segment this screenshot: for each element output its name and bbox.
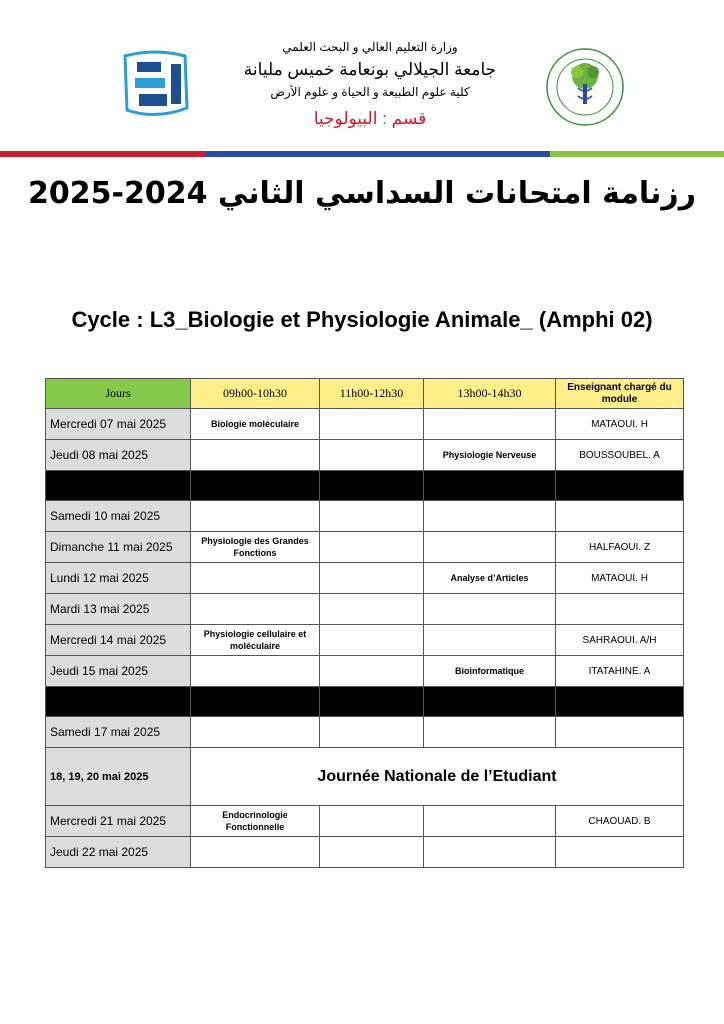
slot1-cell [191, 717, 320, 748]
faculty-logo [544, 46, 626, 128]
separator-row [46, 471, 684, 501]
slot2-cell [320, 625, 424, 656]
table-row [46, 594, 684, 625]
table-row [46, 440, 684, 471]
header-slot3: 13h00-14h30 [424, 379, 556, 409]
slot2-cell [320, 717, 424, 748]
day-cell: Jeudi 22 mai 2025 [46, 837, 191, 868]
slot3-cell: Analyse d’Articles [424, 563, 556, 594]
table-row [46, 532, 684, 563]
faculty-name: كلية علوم الطبيعة و الحياة و علوم الأرض [270, 85, 470, 99]
slot1-cell [191, 837, 320, 868]
slot2-cell [320, 656, 424, 687]
slot3-cell [424, 594, 556, 625]
slot2-cell [320, 501, 424, 532]
table-row [46, 563, 684, 594]
teacher-cell: SAHRAOUI. A/H [556, 625, 684, 656]
teacher-cell [556, 717, 684, 748]
day-cell: Jeudi 15 mai 2025 [46, 656, 191, 687]
teacher-cell [556, 594, 684, 625]
department-name: قسم : البيولوجيا [313, 109, 427, 128]
table-row [46, 806, 684, 837]
day-cell: Mardi 13 mai 2025 [46, 594, 191, 625]
day-cell: Samedi 17 mai 2025 [46, 717, 191, 748]
slot3-cell [424, 717, 556, 748]
day-cell: Samedi 10 mai 2025 [46, 501, 191, 532]
slot3-cell [424, 409, 556, 440]
university-name: جامعة الجيلالي بونعامة خميس مليانة [243, 60, 497, 79]
ministry-name: وزارة التعليم العالي و البحث العلمي [282, 40, 458, 54]
day-cell: Lundi 12 mai 2025 [46, 563, 191, 594]
slot2-cell [320, 594, 424, 625]
slot1-cell: Physiologie cellulaire et moléculaire [191, 625, 320, 656]
day-cell: Mercredi 14 mai 2025 [46, 625, 191, 656]
slot1-cell: Physiologie des Grandes Fonctions [191, 532, 320, 563]
slot3-cell [424, 532, 556, 563]
header-slot2: 11h00-12h30 [320, 379, 424, 409]
teacher-cell: HALFAOUI. Z [556, 532, 684, 563]
slot3-cell [424, 837, 556, 868]
teacher-cell [556, 501, 684, 532]
red-stripe [0, 151, 206, 157]
teacher-cell: MATAOUI. H [556, 409, 684, 440]
exam-schedule-table [45, 378, 684, 868]
table-row [46, 409, 684, 440]
slot1-cell [191, 501, 320, 532]
university-logo [115, 48, 197, 122]
blue-stripe [206, 151, 550, 157]
separator-row [46, 687, 684, 717]
teacher-cell [556, 837, 684, 868]
slot3-cell [424, 806, 556, 837]
cycle-title: Cycle : L3_Biologie et Physiologie Animale_ (Amphi 02) [71, 307, 653, 332]
day-cell: 18, 19, 20 mai 2025 [46, 748, 191, 806]
header-slot1: 09h00-10h30 [191, 379, 320, 409]
special-event-text: Journée Nationale de l’Etudiant [191, 748, 684, 806]
slot2-cell [320, 409, 424, 440]
slot2-cell [320, 440, 424, 471]
slot2-cell [320, 563, 424, 594]
slot3-cell [424, 501, 556, 532]
green-stripe [550, 151, 724, 157]
slot1-cell: Biologie moléculaire [191, 409, 320, 440]
teacher-cell: CHAOUAD. B [556, 806, 684, 837]
slot1-cell [191, 594, 320, 625]
day-cell: Dimanche 11 mai 2025 [46, 532, 191, 563]
table-row [46, 717, 684, 748]
slot2-cell [320, 837, 424, 868]
slot1-cell [191, 563, 320, 594]
header-jours: Jours [46, 379, 191, 409]
slot1-cell [191, 440, 320, 471]
table-row [46, 625, 684, 656]
slot2-cell [320, 806, 424, 837]
slot3-cell: Physiologie Nerveuse [424, 440, 556, 471]
slot3-cell [424, 625, 556, 656]
teacher-cell: ITATAHINE. A [556, 656, 684, 687]
table-row [46, 837, 684, 868]
day-cell: Mercredi 07 mai 2025 [46, 409, 191, 440]
teacher-cell: BOUSSOUBEL. A [556, 440, 684, 471]
slot1-cell [191, 656, 320, 687]
slot3-cell: Bioinformatique [424, 656, 556, 687]
teacher-cell: MATAOUI. H [556, 563, 684, 594]
page-title: رزنامة امتحانات السداسي الثاني 2024-2025 [28, 176, 696, 211]
header-teacher: Enseignant chargé du module [556, 379, 684, 409]
table-header-row [46, 379, 684, 409]
special-event-row [46, 748, 684, 806]
slot1-cell: Endocrinologie Fonctionnelle [191, 806, 320, 837]
table-row [46, 656, 684, 687]
day-cell: Jeudi 08 mai 2025 [46, 440, 191, 471]
slot2-cell [320, 532, 424, 563]
table-row [46, 501, 684, 532]
day-cell: Mercredi 21 mai 2025 [46, 806, 191, 837]
